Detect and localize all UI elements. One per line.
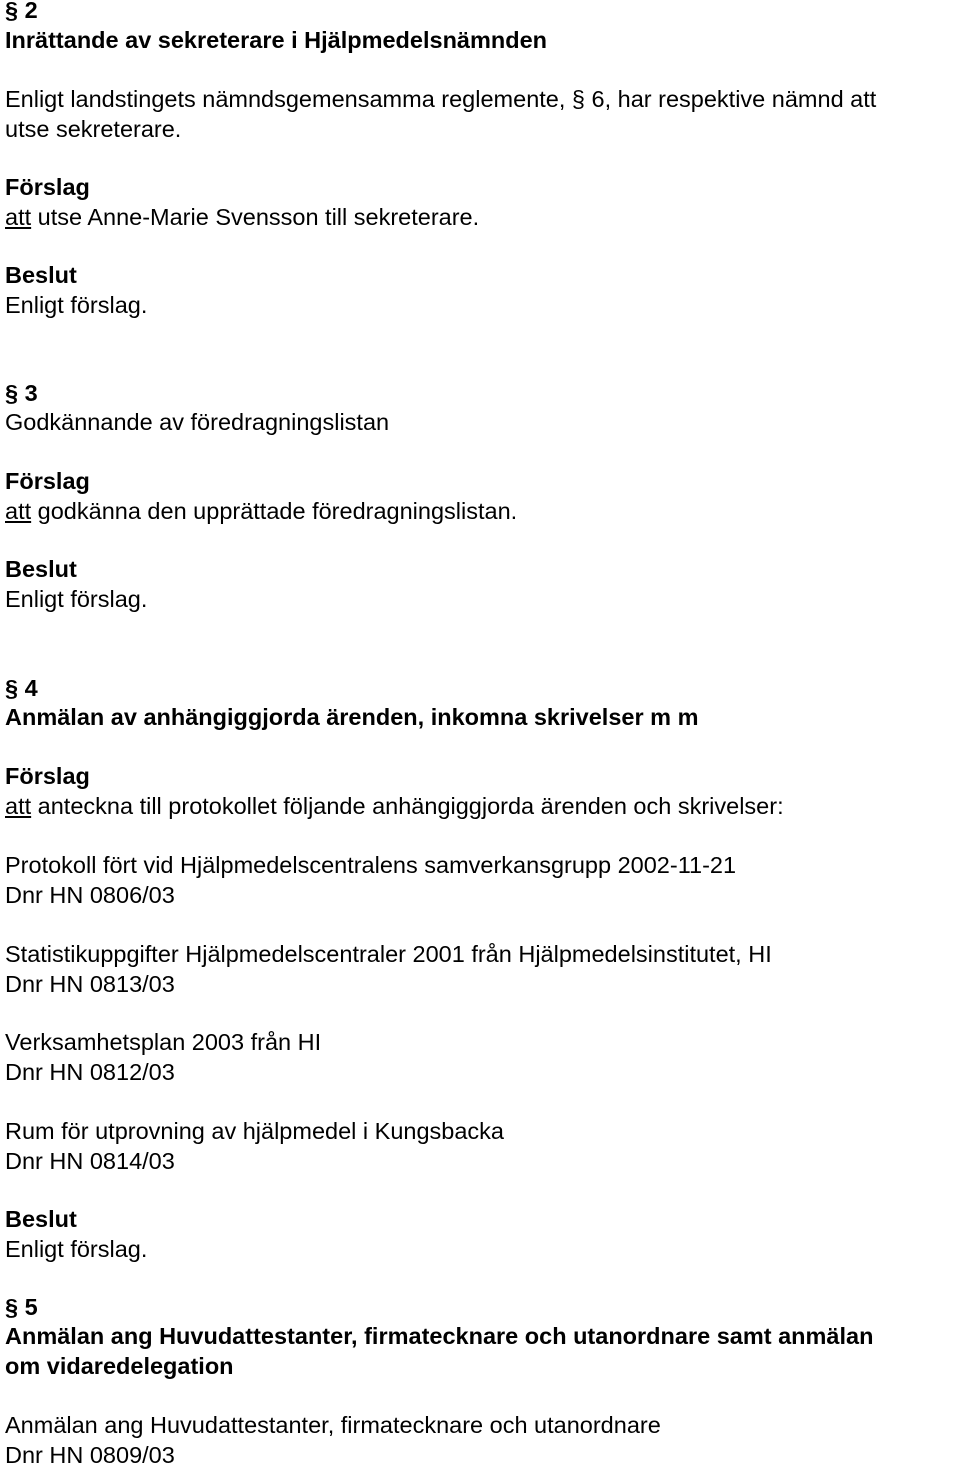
section-symbol: § bbox=[5, 380, 19, 406]
att-word: att bbox=[5, 498, 32, 524]
section-4-decision: Enligt förslag. bbox=[5, 1236, 148, 1262]
list-item-title: Statistikuppgifter Hjälpmedelscentraler 2001 från Hjälpmedelsinstitutet, HI bbox=[5, 941, 772, 967]
section-4-decision-label: Beslut bbox=[5, 1206, 77, 1232]
proposal-text: utse Anne-Marie Svensson till sekreterare. bbox=[31, 204, 480, 230]
section-symbol: § bbox=[5, 675, 19, 701]
section-number: 3 bbox=[24, 380, 38, 406]
section-symbol: § bbox=[5, 0, 19, 23]
section-number: 5 bbox=[24, 1294, 38, 1320]
section-symbol: § bbox=[571, 86, 585, 112]
section-number: 2 bbox=[24, 0, 38, 23]
section-3-decision: Enligt förslag. bbox=[5, 586, 148, 612]
section-5-heading-line-2: om vidaredelegation bbox=[5, 1353, 234, 1379]
section-2-proposal-label: Förslag bbox=[5, 174, 90, 200]
section-2-decision: Enligt förslag. bbox=[5, 292, 148, 318]
section-4-proposal-label: Förslag bbox=[5, 763, 90, 789]
section-5-heading-line-1: Anmälan ang Huvudattestanter, firmatecknare och utanordnare samt anmälan bbox=[5, 1323, 874, 1349]
section-5-item-dnr: Dnr HN 0809/03 bbox=[5, 1442, 175, 1468]
section-4-proposal bbox=[5, 791, 784, 821]
section-5-number bbox=[5, 1292, 38, 1322]
intro-text: 6, har respektive nämnd att bbox=[591, 86, 877, 112]
section-2-decision-label: Beslut bbox=[5, 262, 77, 288]
section-4-number bbox=[5, 673, 38, 703]
att-word: att bbox=[5, 793, 32, 819]
list-item-dnr: Dnr HN 0806/03 bbox=[5, 882, 175, 908]
section-2-intro-line-1 bbox=[5, 84, 876, 114]
list-item-dnr: Dnr HN 0813/03 bbox=[5, 971, 175, 997]
section-2-intro-line-2: utse sekreterare. bbox=[5, 116, 182, 142]
section-2-number bbox=[5, 0, 38, 25]
section-5-item-title: Anmälan ang Huvudattestanter, firmatecknare och utanordnare bbox=[5, 1412, 661, 1438]
section-3-proposal bbox=[5, 496, 517, 526]
section-2-proposal bbox=[5, 202, 479, 232]
proposal-text: anteckna till protokollet följande anhängiggjorda ärenden och skrivelser: bbox=[31, 793, 784, 819]
section-symbol: § bbox=[5, 1294, 19, 1320]
att-word: att bbox=[5, 204, 32, 230]
intro-text: Enligt landstingets nämndsgemensamma reglemente, bbox=[5, 86, 572, 112]
section-3-heading: Godkännande av föredragningslistan bbox=[5, 409, 390, 435]
section-3-decision-label: Beslut bbox=[5, 556, 77, 582]
section-number: 4 bbox=[24, 675, 38, 701]
list-item-title: Rum för utprovning av hjälpmedel i Kungsbacka bbox=[5, 1118, 504, 1144]
list-item-dnr: Dnr HN 0812/03 bbox=[5, 1059, 175, 1085]
list-item-title: Verksamhetsplan 2003 från HI bbox=[5, 1029, 322, 1055]
section-3-proposal-label: Förslag bbox=[5, 468, 90, 494]
list-item-title: Protokoll fört vid Hjälpmedelscentralens samverkansgrupp 2002-11-21 bbox=[5, 852, 737, 878]
section-4-heading: Anmälan av anhängiggjorda ärenden, inkomna skrivelser m m bbox=[5, 704, 699, 730]
section-2-heading: Inrättande av sekreterare i Hjälpmedelsnämnden bbox=[5, 27, 548, 53]
list-item-dnr: Dnr HN 0814/03 bbox=[5, 1148, 175, 1174]
section-3-number bbox=[5, 378, 38, 408]
proposal-text: godkänna den upprättade föredragningslistan. bbox=[31, 498, 518, 524]
